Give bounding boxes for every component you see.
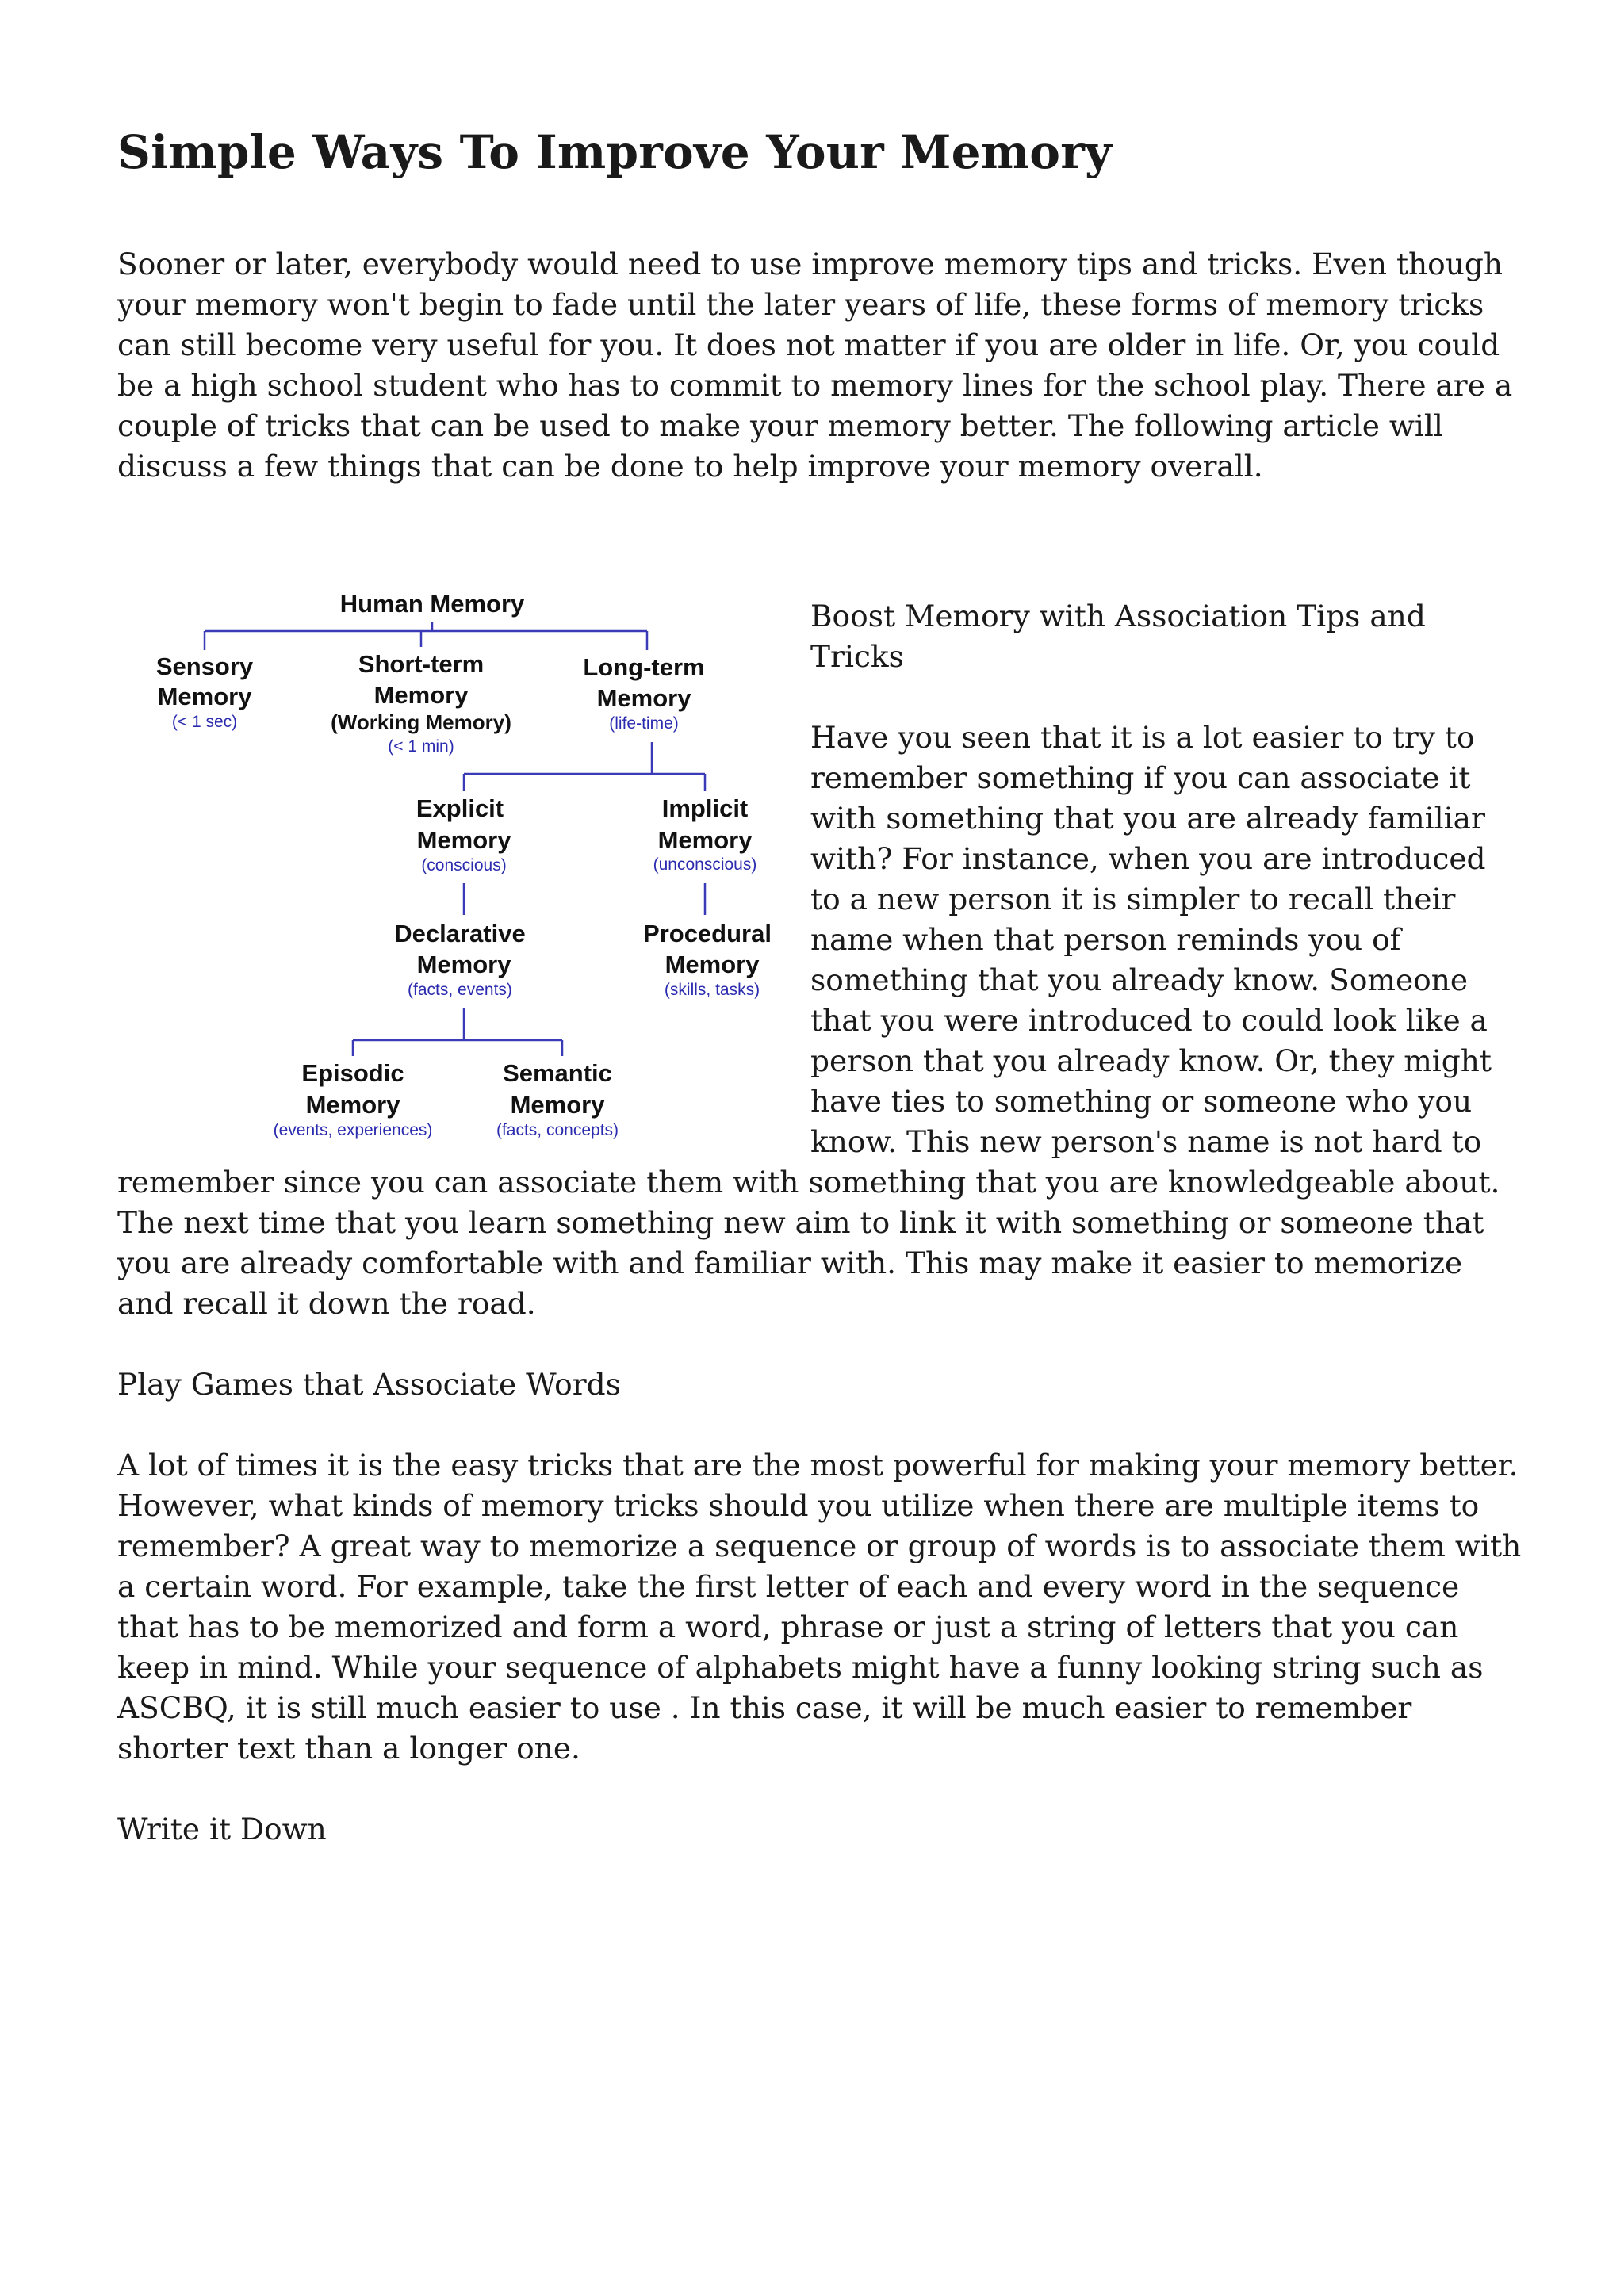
node-explicit-sub: (conscious) xyxy=(421,856,507,874)
intro-paragraph: Sooner or later, everybody would need to use improve memory tips and tricks. Even though your memory won't begin to fade until the later years of life, these forms of memory tricks can still become very useful for you. It does not matter if you are older in life. Or, you could be a high school student who has to commit to memory lines for the school play. There are a couple of tricks that can be used to make your memory better. The following article will discuss a few things that can be done to help improve your memory overall. xyxy=(117,247,1513,484)
node-sensory-sub: (< 1 sec) xyxy=(171,713,238,731)
node-episodic-l2: Memory xyxy=(305,1091,400,1119)
node-short-term-l2: Memory xyxy=(373,681,469,709)
node-episodic-sub: (events, experiences) xyxy=(273,1121,433,1139)
section-word-games-body: A lot of times it is the easy tricks that are the most powerful for making your memory better. However, what kinds of memory tricks should you utilize when there are multiple items to remember? A great way to memorize a sequence or group of words is to associate them with a certain word. For example, take the first letter of each and every word in the sequence that has to be memorized and form a word, phrase or just a string of letters that you can keep in mind. While your sequence of alphabets might have a funny looking string such as ASCBQ, it is still much easier to use . In this case, it will be much easier to remember shorter text than a longer one. xyxy=(117,1448,1522,1766)
node-episodic-l1: Episodic xyxy=(301,1059,404,1087)
node-explicit-l2: Memory xyxy=(416,826,511,854)
article-title: Simple Ways To Improve Your Memory xyxy=(117,125,1112,179)
node-sensory-l2: Memory xyxy=(157,683,252,710)
node-semantic-l2: Memory xyxy=(510,1091,605,1119)
node-semantic-sub: (facts, concepts) xyxy=(496,1121,619,1139)
section-association-heading: Boost Memory with Association Tips and Tricks xyxy=(810,599,1426,674)
node-short-term-l1: Short-term xyxy=(358,650,485,678)
document-page xyxy=(117,119,1522,1850)
node-implicit-l1: Implicit xyxy=(661,794,749,822)
node-long-term-l2: Memory xyxy=(596,684,691,712)
node-procedural-l1: Procedural xyxy=(643,920,772,947)
node-semantic-l1: Semantic xyxy=(503,1059,612,1087)
node-human-memory: Human Memory xyxy=(339,590,525,618)
node-declarative-l2: Memory xyxy=(416,951,511,978)
node-procedural-sub: (skills, tasks) xyxy=(664,981,760,999)
node-long-term-sub: (life-time) xyxy=(609,714,679,733)
section-word-games-heading: Play Games that Associate Words xyxy=(117,1367,621,1402)
section-association-body: Have you seen that it is a lot easier to try to remember something if you can associate it with something that you are already familiar with? For instance, when you are introduced to a new person it is simpler to recall their name when that person reminds you of something that you already know. Someone that you were introduced to could look like a person that you already know. Or, they might have ties to something or someone who you know. This new person's name is not hard to remember since you can associate them with something that you are knowledgeable about. The next time that you learn something new aim to link it with something or someone that you are already comfortable with and familiar with. This may make it easier to memorize and recall it down the road. xyxy=(117,720,1500,1321)
node-short-term-l3: (Working Memory) xyxy=(331,710,511,734)
node-implicit-sub: (unconscious) xyxy=(653,855,757,874)
node-short-term-sub: (< 1 min) xyxy=(388,737,454,756)
node-declarative-l1: Declarative xyxy=(394,920,526,947)
memory-tree-svg xyxy=(117,574,793,1153)
node-long-term-l1: Long-term xyxy=(583,653,705,681)
node-sensory-l1: Sensory xyxy=(155,652,254,680)
memory-diagram xyxy=(117,574,793,1153)
node-explicit-l1: Explicit xyxy=(416,794,504,822)
node-declarative-sub: (facts, events) xyxy=(408,981,512,999)
node-procedural-l2: Memory xyxy=(665,951,760,978)
section-association xyxy=(117,568,1522,1324)
section-write-it-down-heading: Write it Down xyxy=(117,1812,327,1846)
node-implicit-l2: Memory xyxy=(657,826,753,854)
